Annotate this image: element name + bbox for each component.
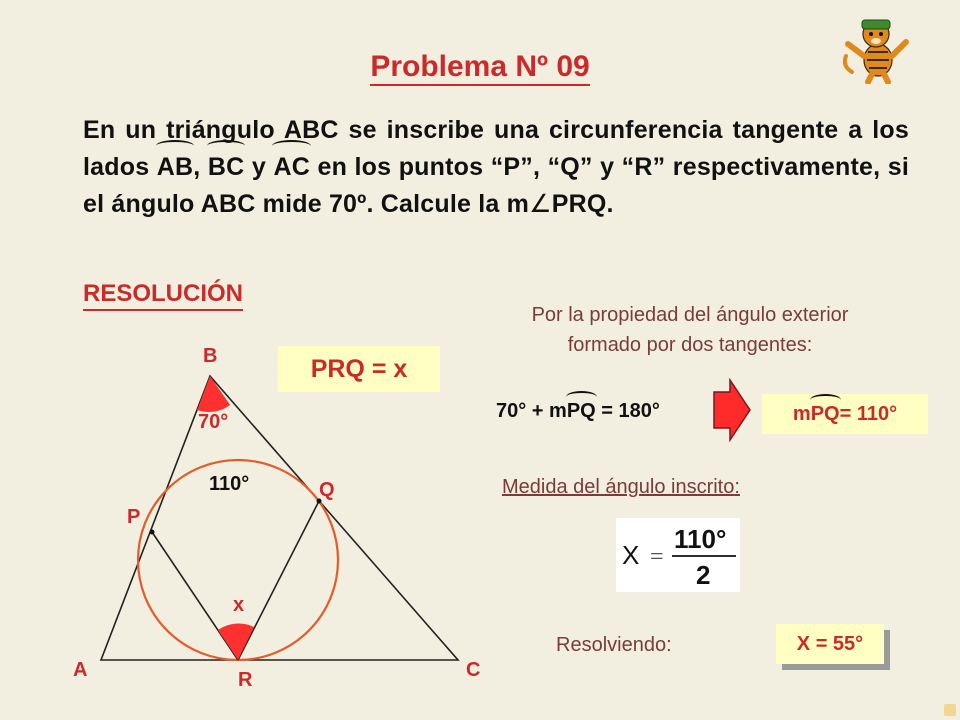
label-p: P [127,506,141,528]
tiger-mascot-icon [838,12,914,84]
angle-r-marker [218,624,254,660]
formula-x: X [622,540,640,570]
segment-bc: BC [208,149,245,186]
prq-equals-x-box: PRQ = x [278,346,440,392]
chord-pr [152,532,238,660]
label-b: B [203,345,218,367]
formula-denominator: 2 [696,560,711,590]
inscribed-angle-label: Medida del ángulo inscrito: [502,476,740,498]
arc-pq-symbol: PQ [566,400,596,422]
problem-statement: En un triángulo ABC se inscribe una circunferencia tangente a los lados AB, BC y AC en los puntos “P”, “Q” y “R” respectivamente, si el ángulo ABC mide 70º. Calcule la m∠PRQ. [83,116,909,218]
arc-measure-result: m PQ = 110° [762,394,928,434]
angle-b-value: 70° [198,411,229,433]
inscribed-angle-formula [616,518,740,592]
final-answer-box: X = 55° [776,624,884,664]
arc-pq-value: 110° [209,473,250,495]
tangent-angle-equation: 70° + mPQ = 180° [496,400,660,422]
corner-mark [944,704,956,716]
point-p [150,530,155,535]
chord-qr [238,501,319,660]
label-x: x [233,594,245,616]
page-title: Problema Nº 09 [0,50,960,84]
arrow-right-icon [712,378,752,442]
label-q: Q [319,479,335,501]
angle-symbol: ∠ [529,190,552,218]
property-text: Por la propiedad del ángulo exterior formado por dos tangentes: [531,304,849,356]
segment-ab: AB [157,149,194,186]
label-c: C [466,659,481,681]
label-r: R [238,669,253,691]
arc-pq-result-symbol: PQ [810,402,840,425]
resolution-heading: RESOLUCIÓN [83,280,243,311]
resolving-label: Resolviendo: [556,634,672,656]
formula-numerator: 110° [674,524,727,554]
label-a: A [73,659,88,681]
segment-ac: AC [273,149,310,186]
formula-equals: = [650,544,664,570]
triangle-abc [101,376,458,660]
